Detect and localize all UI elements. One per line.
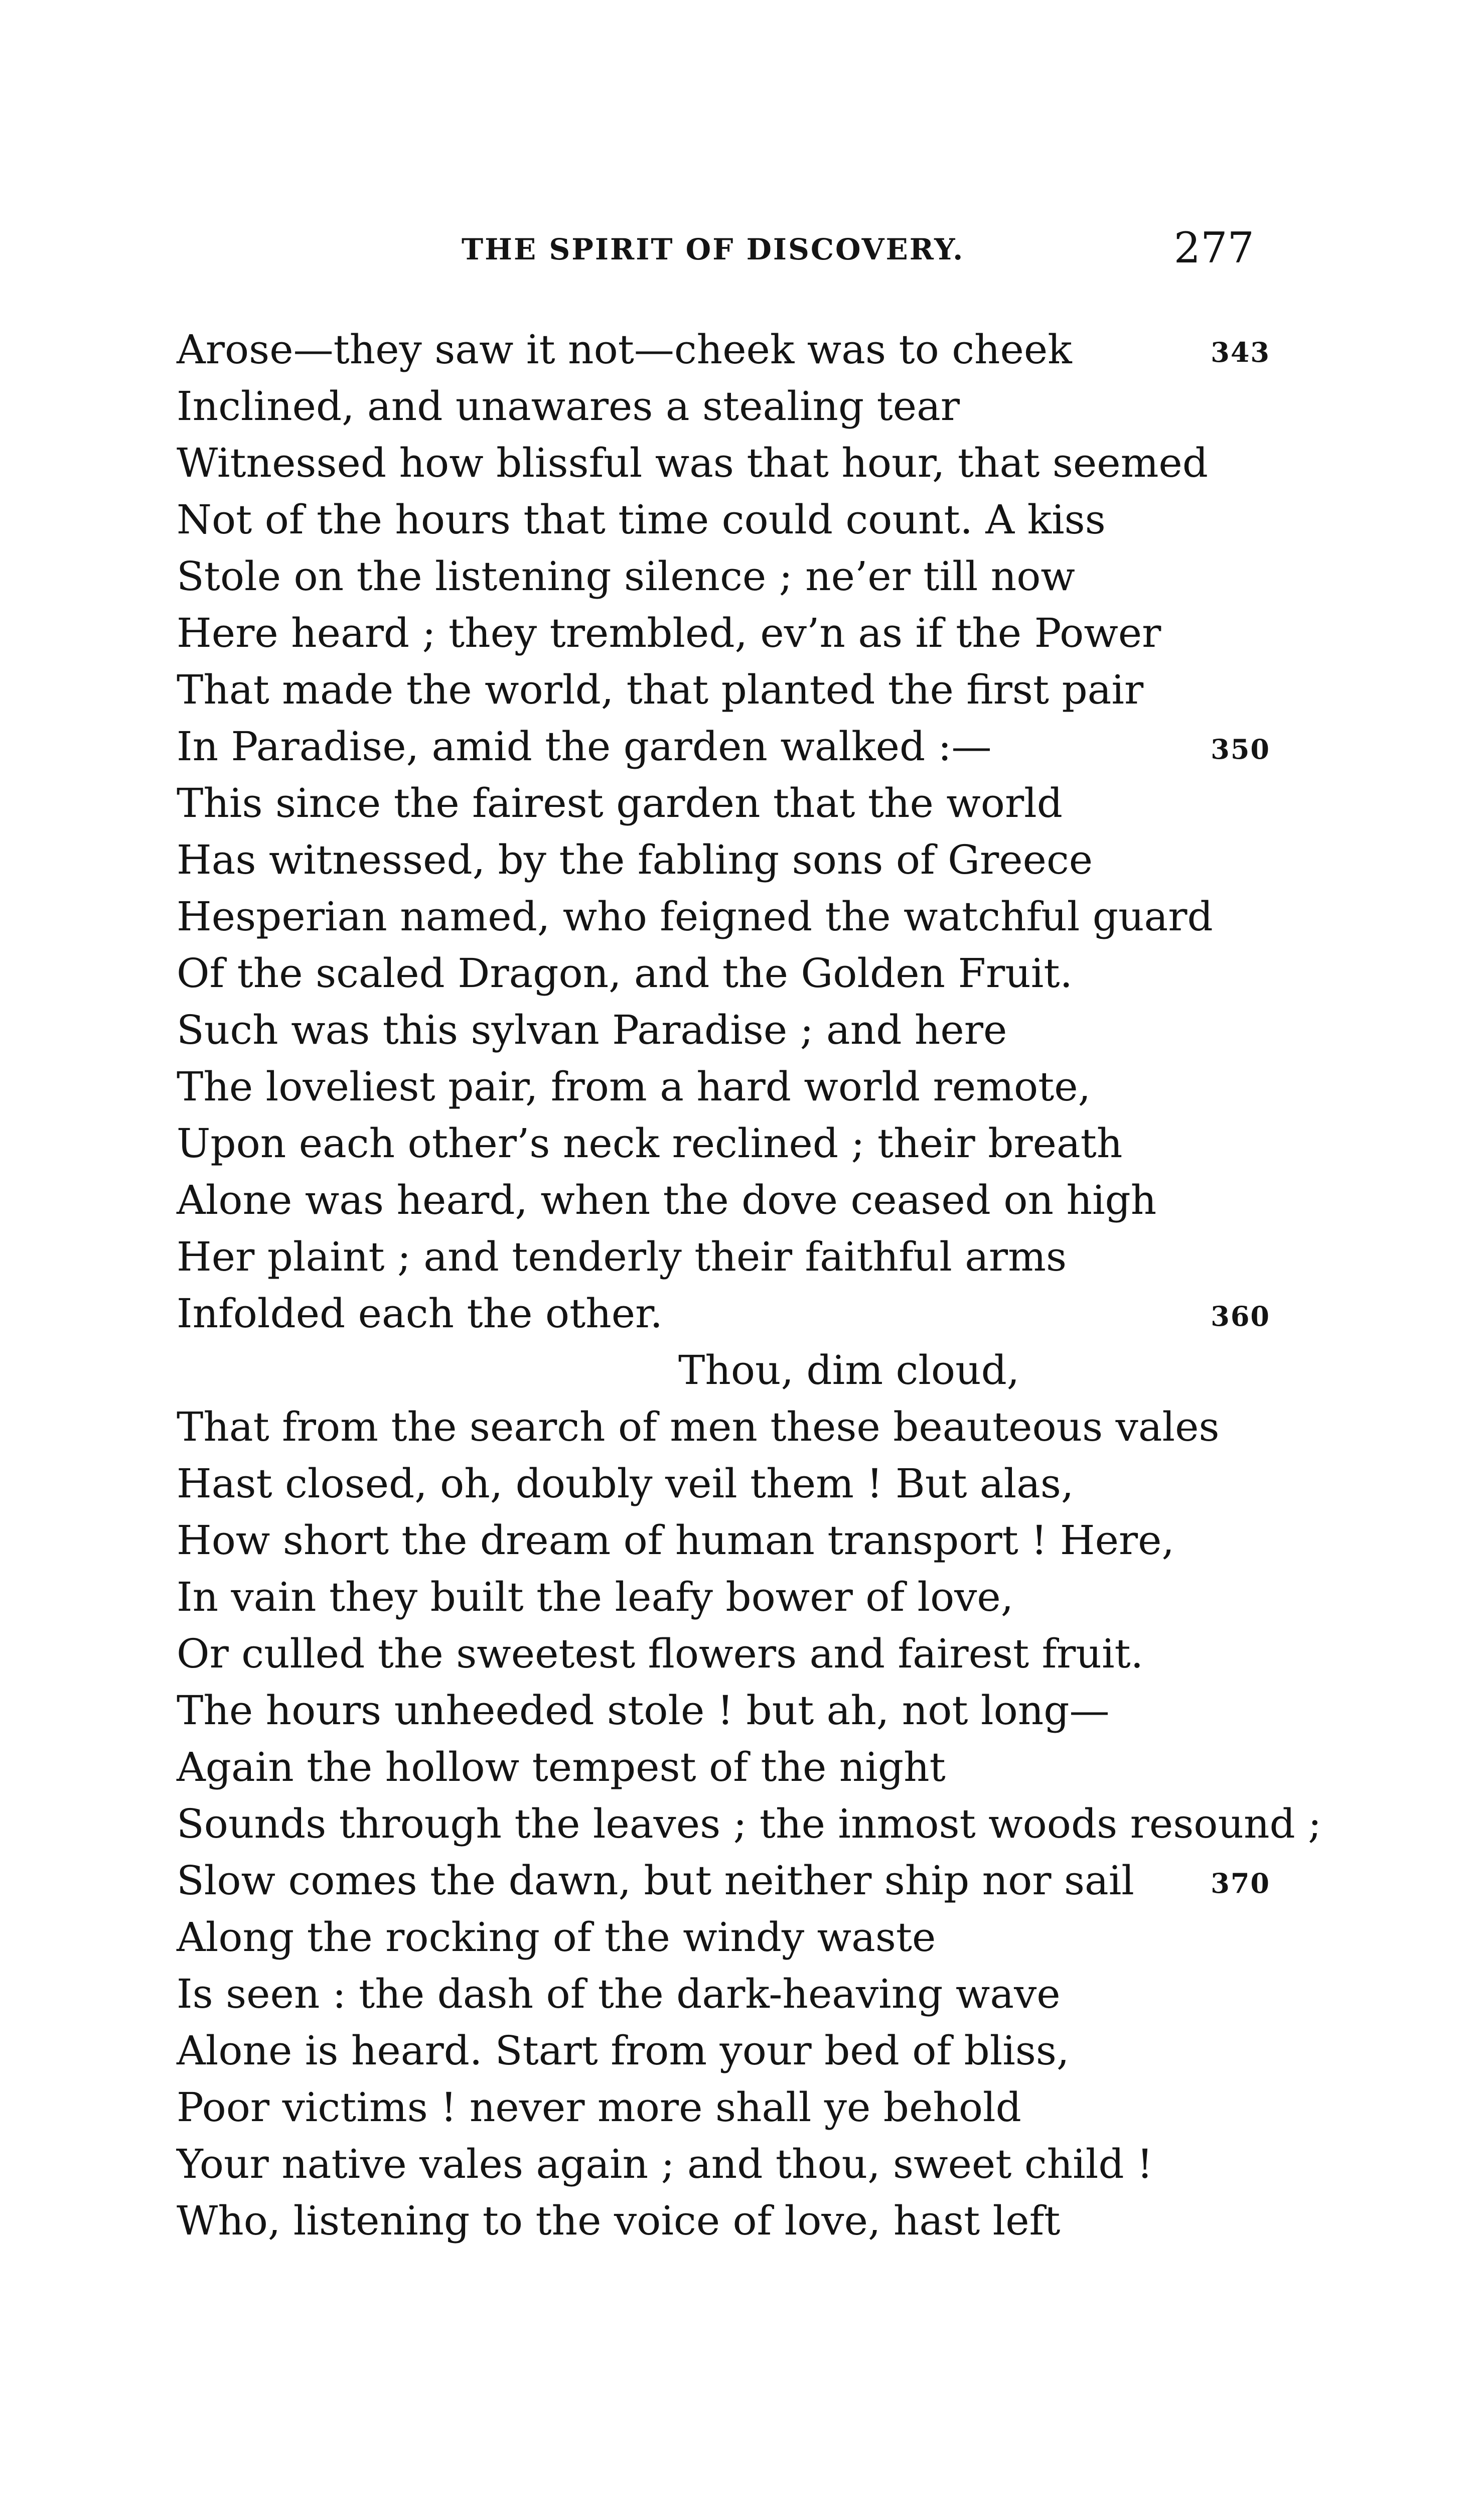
- verse-line-text: Her plaint ; and tenderly their faithful arms: [177, 1233, 1067, 1280]
- verse-line-text: Who, listening to the voice of love, hast left: [177, 2197, 1061, 2244]
- verse-line: [177, 1115, 1270, 1172]
- verse-line: [177, 1625, 1270, 1682]
- verse-line-text: Infolded each the other.: [177, 1290, 663, 1337]
- verse-line: [177, 1058, 1270, 1115]
- verse-line-text: How short the dream of human transport ! Here,: [177, 1517, 1174, 1564]
- verse-line: [177, 1852, 1270, 1909]
- verse-line: [177, 1512, 1270, 1569]
- verse-line-text: Such was this sylvan Paradise ; and here: [177, 1007, 1007, 1053]
- verse-line-text: Of the scaled Dragon, and the Golden Fruit.: [177, 950, 1073, 997]
- verse-line: [177, 1399, 1270, 1455]
- running-head: [176, 223, 1254, 272]
- verse-line-text: Hast closed, oh, doubly veil them ! But alas,: [177, 1460, 1074, 1507]
- verse-line: [177, 1569, 1270, 1625]
- verse-line: [177, 1682, 1270, 1739]
- verse-line: [177, 378, 1270, 435]
- verse-line: [177, 831, 1270, 888]
- poem-text: [177, 321, 1322, 2249]
- verse-line: [177, 945, 1270, 1002]
- verse-line: [177, 2022, 1270, 2079]
- page-number: 277: [1173, 223, 1254, 272]
- verse-line-text: This since the fairest garden that the world: [177, 780, 1063, 826]
- verse-line-text: In Paradise, amid the garden walked :—: [177, 723, 992, 770]
- verse-line-text: Or culled the sweetest flowers and fairest fruit.: [177, 1630, 1144, 1677]
- verse-line-text: Here heard ; they trembled, ev’n as if the Power: [177, 610, 1161, 656]
- verse-line-text: Alone is heard. Start from your bed of bliss,: [177, 2027, 1070, 2074]
- line-number: 360: [1211, 1300, 1270, 1332]
- verse-line: [177, 2079, 1270, 2136]
- verse-line: [177, 548, 1270, 605]
- verse-line: [177, 718, 1270, 775]
- line-number: 343: [1211, 336, 1270, 368]
- verse-line-text: Arose—they saw it not—cheek was to cheek: [177, 326, 1072, 373]
- verse-line: [177, 661, 1270, 718]
- verse-line-text: Thou, dim cloud,: [678, 1347, 1020, 1393]
- verse-line: [177, 1795, 1322, 1852]
- verse-line-text: The loveliest pair, from a hard world remote,: [177, 1063, 1091, 1110]
- verse-line: [177, 1909, 1270, 1966]
- verse-line-text: Upon each other’s neck reclined ; their breath: [177, 1120, 1123, 1167]
- verse-line-text: Stole on the listening silence ; ne’er till now: [177, 553, 1075, 600]
- verse-line: [177, 491, 1270, 548]
- verse-line-text: That made the world, that planted the first pair: [177, 666, 1144, 713]
- line-number: 370: [1211, 1867, 1270, 1899]
- running-title: THE SPIRIT OF DISCOVERY.: [462, 232, 965, 266]
- verse-line: [177, 1172, 1270, 1228]
- verse-line-text: That from the search of men these beauteous vales: [177, 1404, 1220, 1450]
- verse-line-text: Alone was heard, when the dove ceased on high: [177, 1177, 1157, 1223]
- verse-line-text: Poor victims ! never more shall ye behold: [177, 2084, 1021, 2131]
- verse-line-text: Has witnessed, by the fabling sons of Greece: [177, 837, 1093, 883]
- verse-line-text: Slow comes the dawn, but neither ship nor sail: [177, 1857, 1134, 1904]
- line-number: 350: [1211, 733, 1270, 765]
- verse-line-text: Hesperian named, who feigned the watchful guard: [177, 893, 1213, 940]
- verse-line: [177, 321, 1270, 378]
- verse-line: [177, 1228, 1270, 1285]
- verse-line-text: Is seen : the dash of the dark-heaving wave: [177, 1971, 1061, 2017]
- verse-line: [177, 888, 1270, 945]
- verse-line: [177, 2192, 1270, 2249]
- verse-line: [177, 1455, 1270, 1512]
- verse-line: [177, 1285, 1270, 1342]
- verse-line-text: In vain they built the leafy bower of love,: [177, 1574, 1014, 1620]
- verse-line: [177, 775, 1270, 831]
- verse-line: [177, 1342, 1270, 1399]
- verse-line-text: The hours unheeded stole ! but ah, not long—: [177, 1687, 1110, 1734]
- verse-line-text: Inclined, and unawares a stealing tear: [177, 383, 960, 430]
- verse-line-text: Witnessed how blissful was that hour, that seemed: [177, 440, 1208, 486]
- verse-line: [177, 2136, 1270, 2192]
- verse-line: [177, 1966, 1270, 2022]
- verse-line: [177, 1002, 1270, 1058]
- verse-line-text: Again the hollow tempest of the night: [177, 1744, 946, 1790]
- verse-line-text: Sounds through the leaves ; the inmost woods resound ;: [177, 1800, 1322, 1847]
- verse-line-text: Not of the hours that time could count. A kiss: [177, 496, 1106, 543]
- verse-line: [177, 435, 1270, 491]
- verse-line: [177, 605, 1270, 661]
- verse-line-text: Along the rocking of the windy waste: [177, 1914, 936, 1961]
- verse-line: [177, 1739, 1270, 1795]
- verse-line-text: Your native vales again ; and thou, sweet child !: [177, 2141, 1153, 2187]
